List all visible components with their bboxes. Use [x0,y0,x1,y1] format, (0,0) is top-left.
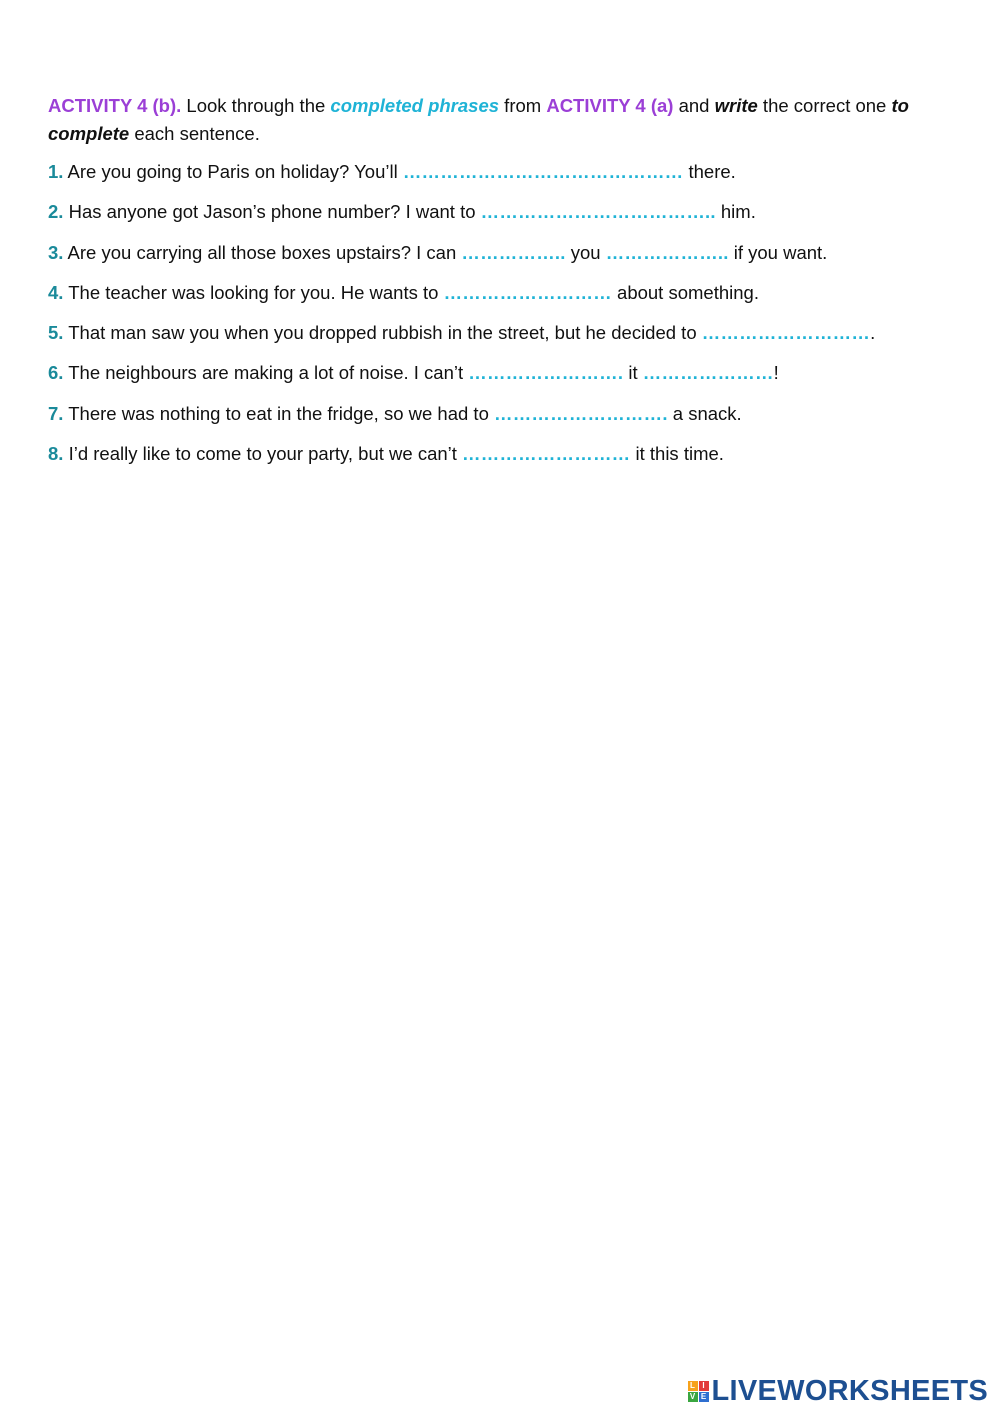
item-number: 3. [48,241,64,263]
sentence-item-7 [48,402,948,426]
liveworksheets-logo [688,1376,989,1406]
logo-text: LIVEWORKSHEETS [711,1374,988,1407]
sentence-text: The teacher was looking for you. He wants to [63,281,444,303]
answer-blank[interactable]: ……………………… [701,322,871,344]
sentence-item-5 [48,321,948,345]
sentence-text: him. [715,201,756,223]
answer-blank[interactable]: ……………………………………… [402,161,684,182]
answer-blank[interactable]: ……………………… [443,281,612,303]
activity-label: ACTIVITY 4 (b). [48,95,182,116]
sentence-text: . [870,322,876,344]
sentence-text: ! [773,362,779,384]
answer-blank[interactable]: ……………………. [468,362,624,384]
answer-blank[interactable]: ………………… [642,362,774,384]
logo-mark-icon: L I V E [688,1381,709,1402]
instruction-text-2: from [499,95,547,116]
sentence-text: That man saw you when you dropped rubbish in the street, but he decided to [63,322,702,344]
sentence-text: The neighbours are making a lot of noise. I can’t [63,362,469,384]
item-number: 4. [48,281,64,303]
answer-blank[interactable]: ……………………… [462,443,631,465]
sentence-text: if you want. [728,241,828,263]
sentence-text: Are you going to Paris on holiday? You’ll [63,161,403,182]
item-number: 8. [48,443,64,465]
answer-blank[interactable]: ………………………. [494,402,668,424]
completed-phrases-text: completed phrases [330,95,500,116]
activity-reference: ACTIVITY 4 (a) [546,95,674,116]
answer-blank[interactable]: …………….. [461,241,566,263]
instruction-text-1: Look through the [181,95,331,116]
sentence-text: I’d really like to come to your party, but we can’t [63,443,463,465]
sentence-item-3 [48,241,948,265]
sentence-item-4 [48,281,948,305]
sentence-text: you [565,241,606,263]
sentence-text: about something. [611,281,759,303]
sentence-text: There was nothing to eat in the fridge, so we had to [63,402,495,424]
sentence-item-6 [48,361,948,385]
sentence-text: Has anyone got Jason’s phone number? I want to [63,201,481,223]
sentence-text: Are you carrying all those boxes upstairs? I can [63,241,462,263]
instruction-text-4: the correct one [757,95,892,116]
sentence-item-2 [48,200,948,224]
answer-blank[interactable]: ……………….. [605,241,729,263]
item-number: 1. [48,161,64,182]
answer-blank[interactable]: ……………………………….. [480,201,716,223]
sentence-text: a snack. [667,402,742,424]
instruction-text-5: each sentence. [129,123,260,144]
write-text: write [714,95,758,116]
sentence-text: it [623,362,643,384]
activity-instructions [48,92,948,148]
instruction-text-3: and [673,95,715,116]
item-number: 6. [48,362,64,384]
item-number: 7. [48,402,64,424]
sentence-item-1 [48,160,948,184]
sentence-text: there. [683,161,736,182]
sentence-text: it this time. [630,443,724,465]
sentence-item-8 [48,442,948,466]
to-complete-text: to complete [48,95,909,144]
item-number: 2. [48,201,64,223]
item-number: 5. [48,322,64,344]
worksheet-content [48,92,948,482]
